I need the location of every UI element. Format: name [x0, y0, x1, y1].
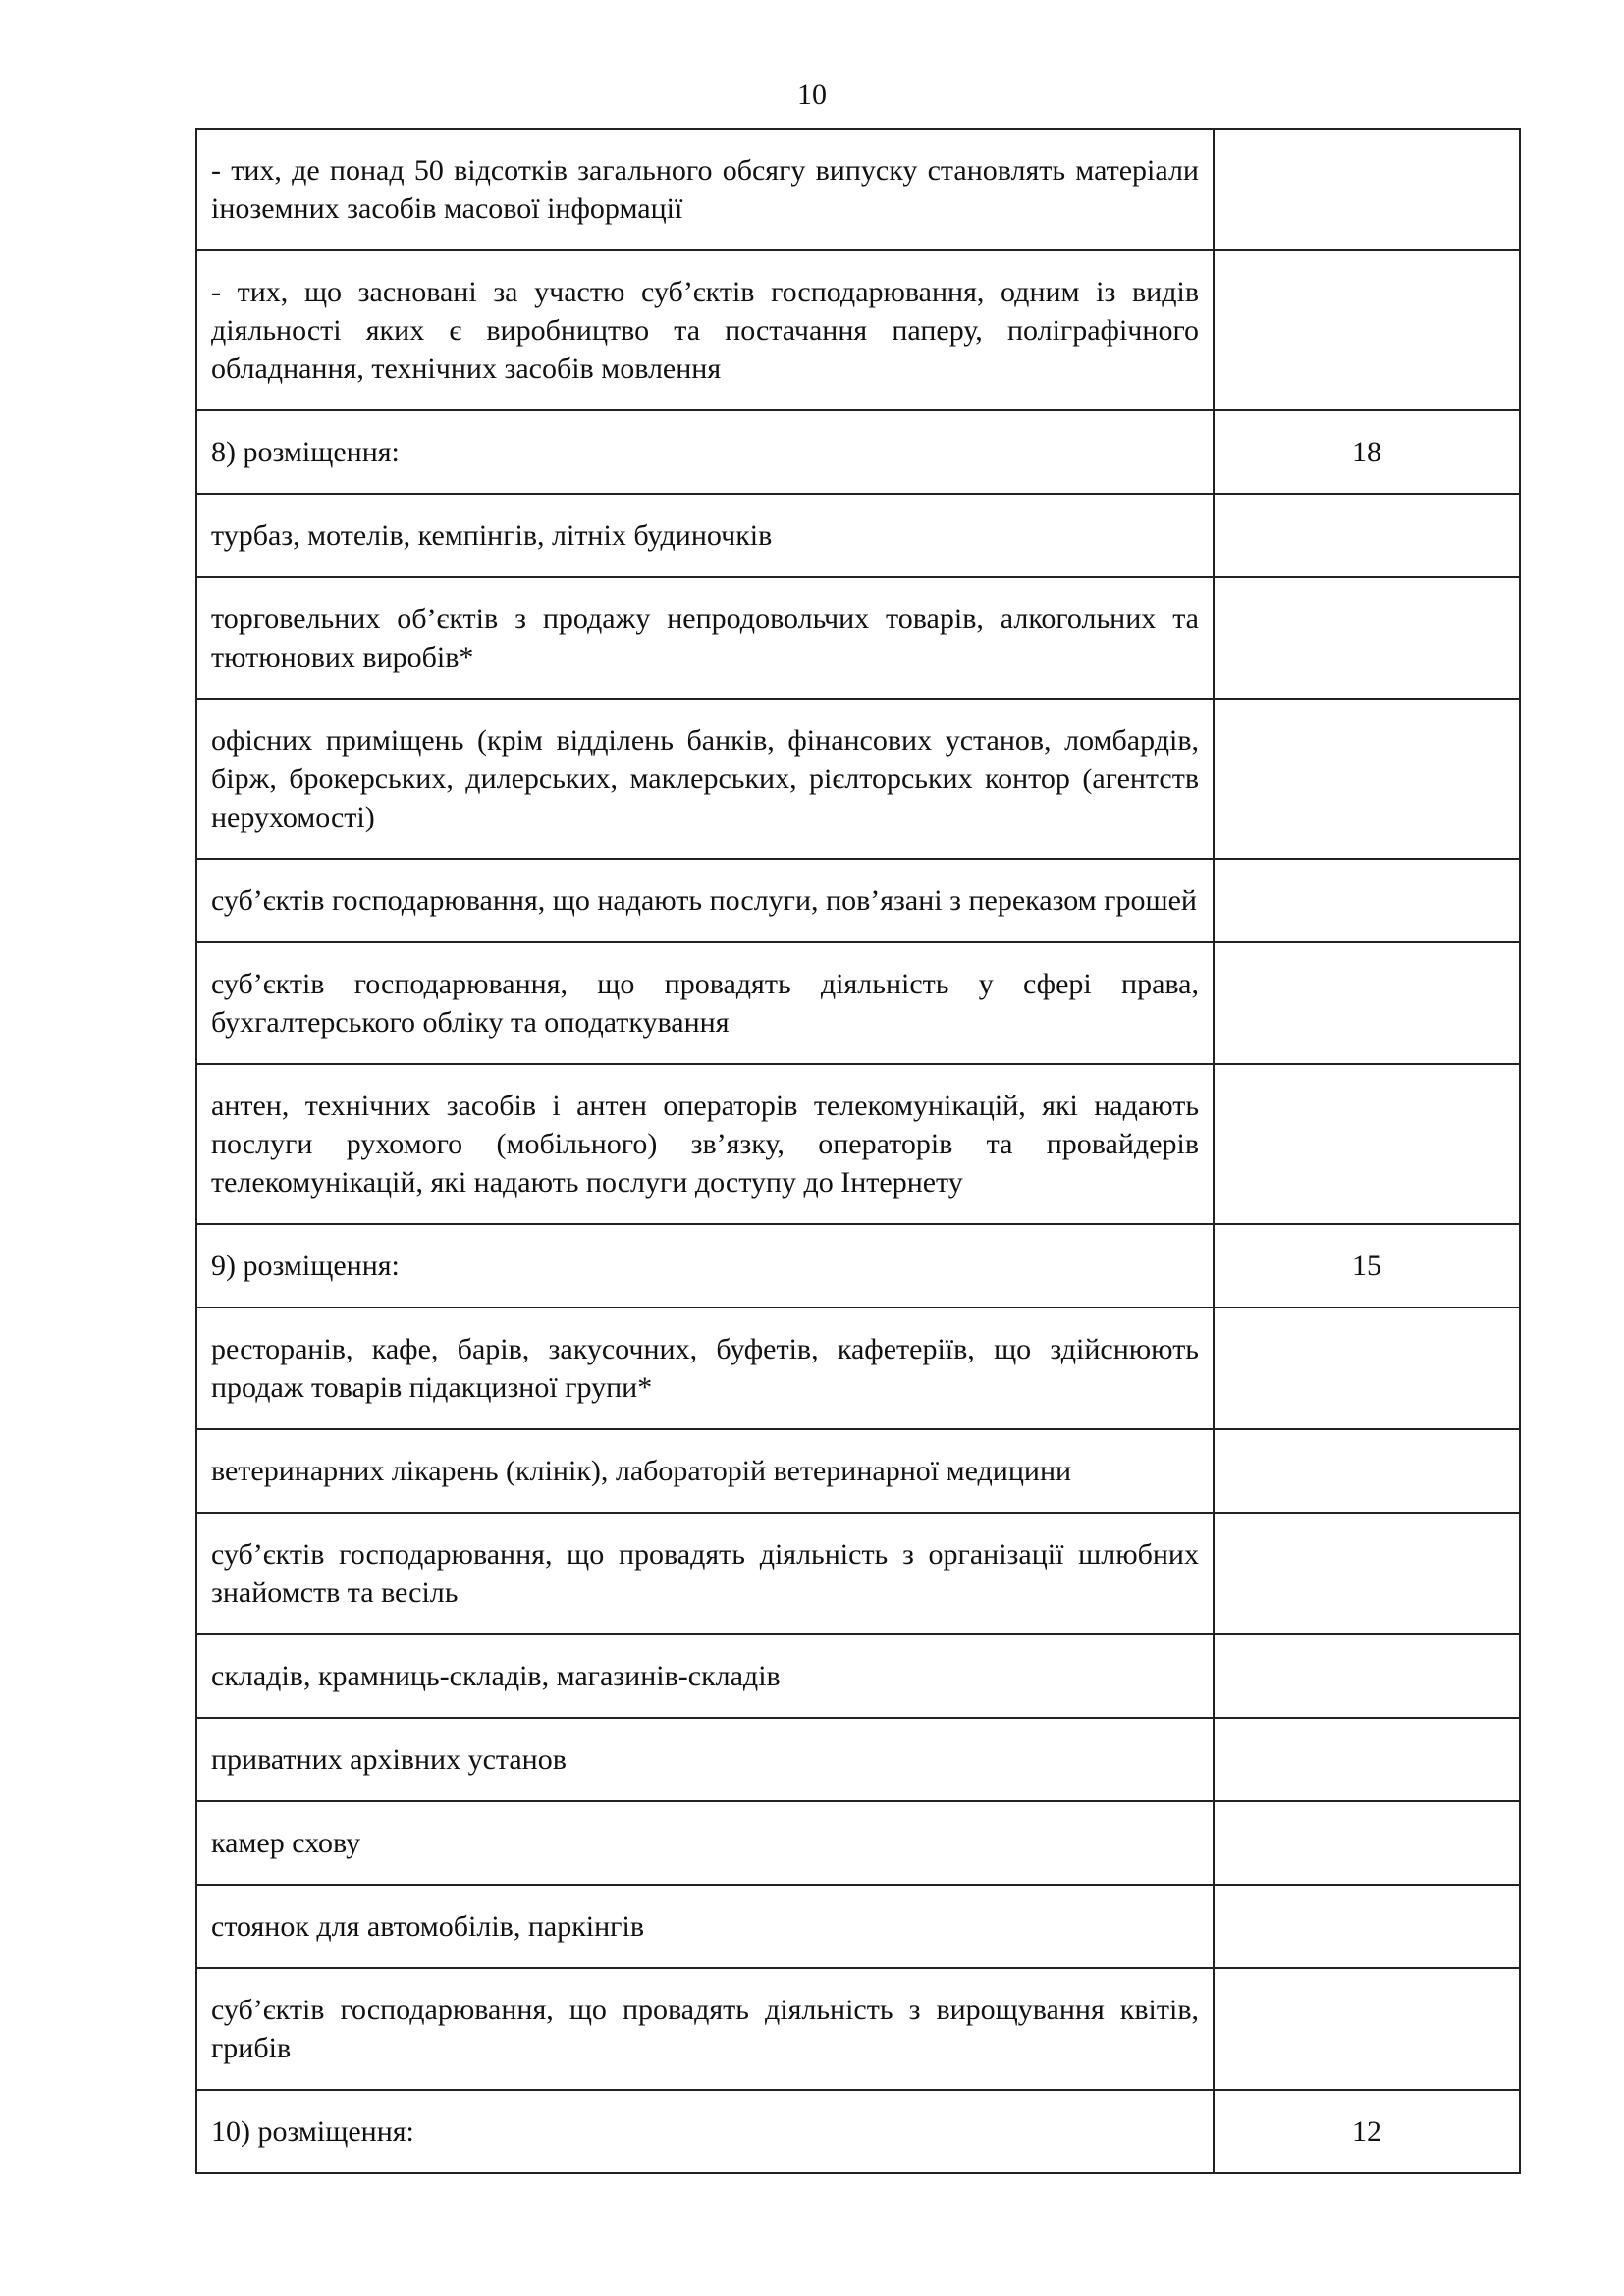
row-description-cell: [196, 250, 1214, 410]
row-rate-cell: 12: [1214, 2090, 1520, 2173]
rates-table: [195, 128, 1521, 2174]
row-description: суб’єктів господарювання, що надають послуги, пов’язані з переказом грошей: [211, 884, 1197, 917]
row-description: - тих, що засновані за участю суб’єктів господарювання, одним із видів діяльності яких є виробництво та постачання паперу, поліграфічного обладнання, технічних засобів мовлення: [211, 276, 1199, 385]
row-description: антен, технічних засобів і антен операторів телекомунікацій, які надають послуги рухомого (мобільного) зв’язку, операторів та провайдерів телекомунікацій, які надають послуги доступу до Інтернету: [211, 1090, 1199, 1199]
row-description-cell: [196, 699, 1214, 859]
row-description-cell: [196, 577, 1214, 699]
row-description-cell: [196, 1513, 1214, 1634]
row-description-cell: [196, 1885, 1214, 1968]
table-row: [196, 1513, 1520, 1634]
table-row: [196, 942, 1520, 1064]
table-row: [196, 250, 1520, 410]
row-rate-cell: [1214, 1308, 1520, 1429]
row-description-cell: [196, 410, 1214, 494]
row-rate-cell: [1214, 1634, 1520, 1718]
row-rate-cell: [1214, 1718, 1520, 1801]
row-description-cell: [196, 1308, 1214, 1429]
row-description-cell: [196, 1224, 1214, 1308]
row-description: ресторанів, кафе, барів, закусочних, буфетів, кафетеріїв, що здійснюють продаж товарів підакцизної групи*: [211, 1333, 1199, 1404]
row-description: ветеринарних лікарень (клінік), лабораторій ветеринарної медицини: [211, 1455, 1072, 1487]
row-rate-cell: [1214, 1064, 1520, 1224]
row-rate-cell: [1214, 1429, 1520, 1513]
table-row: [196, 1064, 1520, 1224]
row-rate-cell: 18: [1214, 410, 1520, 494]
table-row: [196, 410, 1520, 494]
table-row: [196, 1885, 1520, 1968]
row-rate-cell: [1214, 494, 1520, 577]
row-rate-cell: [1214, 129, 1520, 250]
row-description: турбаз, мотелів, кемпінгів, літніх будиночків: [211, 519, 773, 552]
row-description-cell: [196, 1429, 1214, 1513]
table-row: [196, 2090, 1520, 2173]
row-description: торговельних об’єктів з продажу непродовольчих товарів, алкогольних та тютюнових виробів*: [211, 603, 1199, 673]
row-rate-cell: [1214, 1801, 1520, 1885]
row-description-cell: [196, 2090, 1214, 2173]
table-row: [196, 859, 1520, 942]
row-rate-cell: [1214, 942, 1520, 1064]
rates-table-body: [196, 129, 1520, 2173]
row-rate-cell: [1214, 1968, 1520, 2090]
table-row: [196, 1718, 1520, 1801]
table-row: [196, 1801, 1520, 1885]
row-rate-cell: [1214, 1513, 1520, 1634]
row-rate-cell: [1214, 699, 1520, 859]
row-rate-cell: [1214, 1885, 1520, 1968]
row-rate-cell: [1214, 859, 1520, 942]
row-description-cell: [196, 494, 1214, 577]
table-row: [196, 1634, 1520, 1718]
row-description: суб’єктів господарювання, що провадять діяльність у сфері права, бухгалтерського обліку та оподаткування: [211, 968, 1199, 1039]
row-description-cell: [196, 1718, 1214, 1801]
row-description-cell: [196, 942, 1214, 1064]
table-row: [196, 129, 1520, 250]
row-description: суб’єктів господарювання, що провадять діяльність з вирощування квітів, грибів: [211, 1994, 1199, 2064]
table-row: [196, 1429, 1520, 1513]
row-rate-cell: [1214, 577, 1520, 699]
row-description: складів, крамниць-складів, магазинів-складів: [211, 1660, 781, 1692]
table-row: [196, 577, 1520, 699]
table-row: [196, 699, 1520, 859]
row-rate-cell: 15: [1214, 1224, 1520, 1308]
row-description-cell: [196, 1801, 1214, 1885]
table-row: [196, 1224, 1520, 1308]
row-description: камер схову: [211, 1827, 361, 1859]
row-description: приватних архівних установ: [211, 1743, 567, 1776]
row-description-cell: [196, 1968, 1214, 2090]
row-rate-cell: [1214, 250, 1520, 410]
table-row: [196, 1308, 1520, 1429]
row-description: - тих, де понад 50 відсотків загального обсягу випуску становлять матеріали іноземних засобів масової інформації: [211, 154, 1199, 225]
row-description: офісних приміщень (крім відділень банків, фінансових установ, ломбардів, бірж, брокерських, дилерських, маклерських, рієлторських контор (агентств нерухомості): [211, 724, 1199, 833]
row-description: 9) розміщення:: [211, 1250, 400, 1282]
row-description-cell: [196, 129, 1214, 250]
row-description-cell: [196, 1064, 1214, 1224]
row-description: 8) розміщення:: [211, 436, 400, 468]
table-row: [196, 1968, 1520, 2090]
table-row: [196, 494, 1520, 577]
row-description-cell: [196, 859, 1214, 942]
row-description: стоянок для автомобілів, паркінгів: [211, 1910, 644, 1943]
page-number: 10: [797, 79, 827, 111]
row-description: суб’єктів господарювання, що провадять діяльність з організації шлюбних знайомств та весіль: [211, 1538, 1199, 1609]
row-description-cell: [196, 1634, 1214, 1718]
row-description: 10) розміщення:: [211, 2115, 414, 2148]
